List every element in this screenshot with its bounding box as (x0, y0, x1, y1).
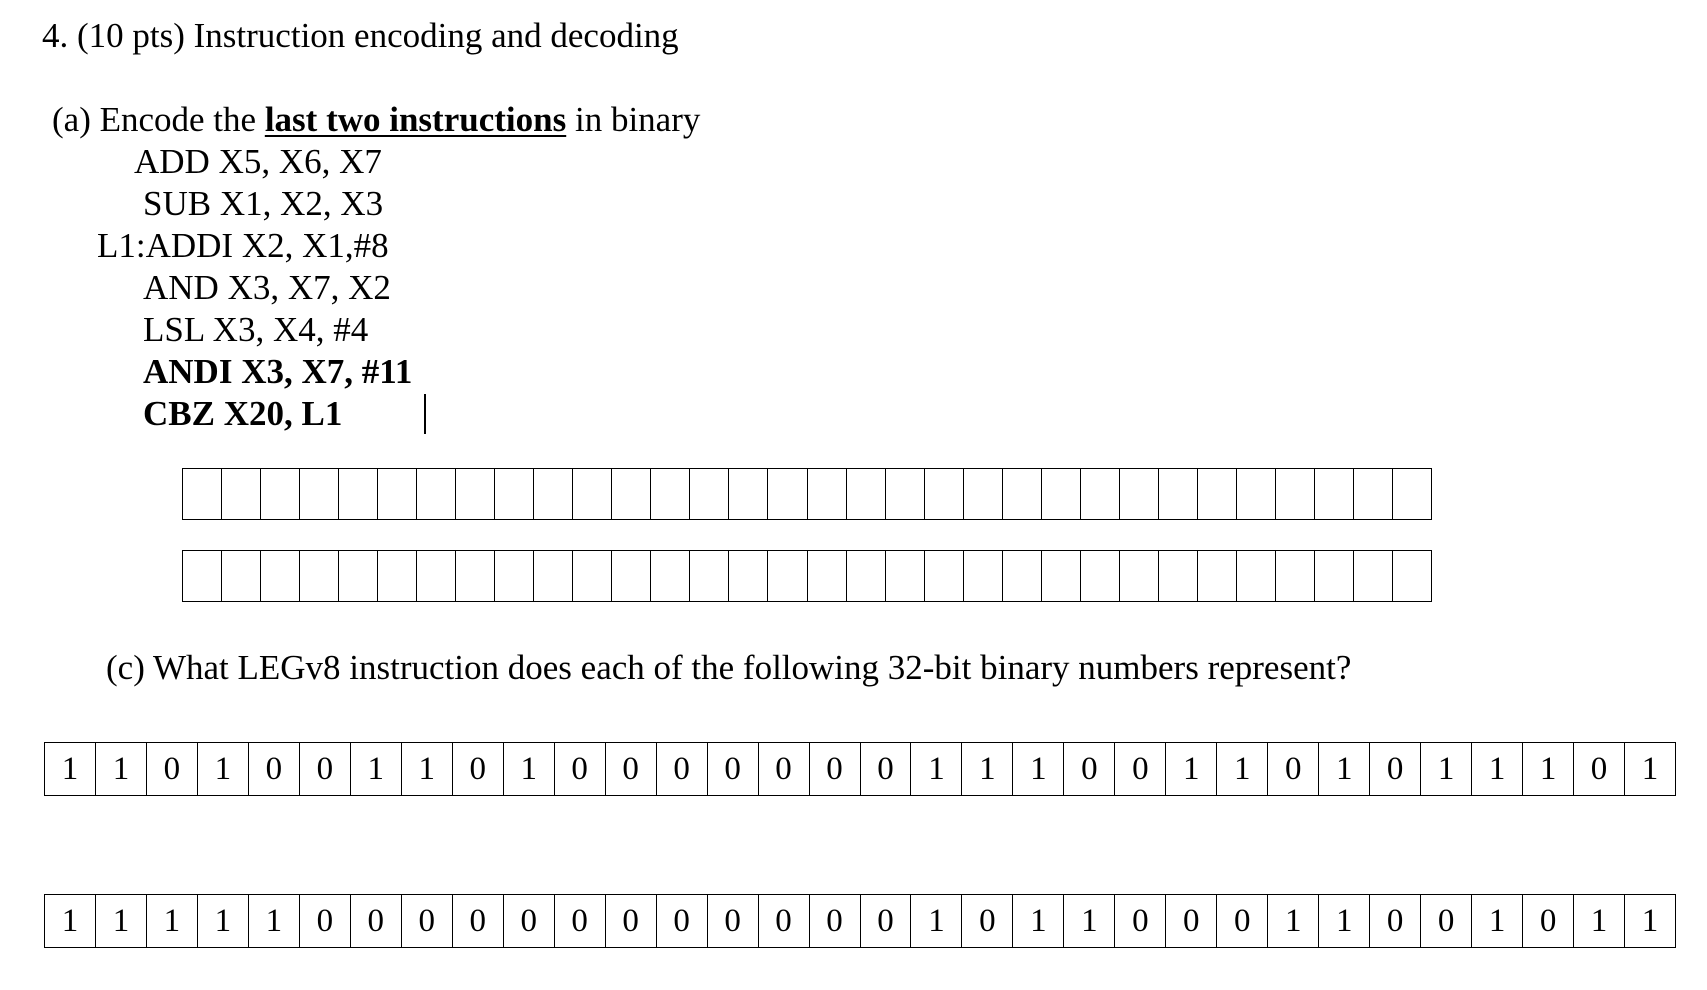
binary-bit: 0 (809, 895, 860, 947)
binary-bit: 0 (809, 743, 860, 795)
answer-bit-cell[interactable] (1158, 551, 1197, 601)
answer-bit-cell[interactable] (611, 551, 650, 601)
question-title: 4. (10 pts) Instruction encoding and decoding (42, 16, 679, 55)
binary-bit: 0 (860, 743, 911, 795)
part-a-prefix: (a) Encode the (52, 100, 265, 139)
answer-bit-cell[interactable] (183, 551, 221, 601)
binary-bit: 1 (1012, 743, 1063, 795)
answer-bit-cell[interactable] (728, 551, 767, 601)
binary-bit: 0 (1369, 895, 1420, 947)
text-cursor (424, 394, 426, 434)
answer-bit-cell[interactable] (416, 551, 455, 601)
part-a-prompt (52, 100, 700, 140)
binary-bit: 0 (1522, 895, 1573, 947)
binary-bit: 1 (1624, 743, 1675, 795)
binary-bit: 0 (758, 895, 809, 947)
answer-bit-cell[interactable] (221, 469, 260, 519)
answer-bit-cell[interactable] (1236, 551, 1275, 601)
answer-bit-cell[interactable] (767, 551, 806, 601)
binary-bit: 0 (1573, 743, 1624, 795)
binary-bit: 0 (656, 743, 707, 795)
binary-bit: 0 (1420, 895, 1471, 947)
encode-answer-row-2[interactable] (182, 550, 1432, 602)
binary-bit: 0 (656, 895, 707, 947)
binary-bit: 0 (707, 895, 758, 947)
answer-bit-cell[interactable] (1041, 551, 1080, 601)
binary-bit: 0 (452, 895, 503, 947)
binary-bit: 0 (1063, 743, 1114, 795)
binary-bit: 0 (1114, 743, 1165, 795)
answer-bit-cell[interactable] (299, 551, 338, 601)
answer-bit-cell[interactable] (260, 469, 299, 519)
binary-bit: 1 (1624, 895, 1675, 947)
answer-bit-cell[interactable] (611, 469, 650, 519)
binary-bit: 1 (1471, 743, 1522, 795)
binary-bit: 0 (146, 743, 197, 795)
answer-bit-cell[interactable] (221, 551, 260, 601)
binary-bit: 1 (1522, 743, 1573, 795)
binary-row-2 (44, 894, 1676, 948)
binary-bit: 0 (248, 743, 299, 795)
binary-bit: 0 (299, 895, 350, 947)
binary-bit: 0 (1114, 895, 1165, 947)
binary-bit: 1 (146, 895, 197, 947)
part-a-emphasis: last two instructions (264, 100, 567, 139)
answer-bit-cell[interactable] (377, 469, 416, 519)
answer-bit-cell[interactable] (1275, 469, 1314, 519)
binary-bit: 0 (401, 895, 452, 947)
answer-bit-cell[interactable] (533, 551, 572, 601)
binary-bit: 0 (503, 895, 554, 947)
answer-bit-cell[interactable] (1392, 469, 1431, 519)
answer-bit-cell[interactable] (1119, 469, 1158, 519)
binary-bit: 0 (452, 743, 503, 795)
answer-bit-cell[interactable] (299, 469, 338, 519)
code-line-3: L1:ADDI X2, X1,#8 (97, 226, 389, 265)
answer-bit-cell[interactable] (1314, 469, 1353, 519)
binary-bit: 0 (605, 743, 656, 795)
binary-bit: 1 (1471, 895, 1522, 947)
answer-bit-cell[interactable] (689, 469, 728, 519)
answer-bit-cell[interactable] (963, 551, 1002, 601)
part-a-suffix: in binary (566, 100, 701, 139)
binary-bit: 1 (61, 902, 79, 939)
answer-bit-cell[interactable] (885, 551, 924, 601)
binary-bit: 0 (758, 743, 809, 795)
answer-bit-cell[interactable] (1080, 551, 1119, 601)
answer-bit-cell[interactable] (1158, 469, 1197, 519)
binary-bit: 1 (1318, 743, 1369, 795)
binary-bit: 0 (1165, 895, 1216, 947)
binary-bit: 0 (605, 895, 656, 947)
binary-bit: 1 (95, 895, 146, 947)
code-line-4: AND X3, X7, X2 (143, 268, 391, 307)
answer-bit-cell[interactable] (572, 469, 611, 519)
binary-bit: 1 (95, 743, 146, 795)
answer-bit-cell[interactable] (455, 469, 494, 519)
binary-bit: 1 (1216, 743, 1267, 795)
binary-bit: 0 (707, 743, 758, 795)
answer-bit-cell[interactable] (846, 469, 885, 519)
answer-bit-cell[interactable] (846, 551, 885, 601)
answer-bit-cell[interactable] (1041, 469, 1080, 519)
binary-bit: 0 (1369, 743, 1420, 795)
answer-bit-cell[interactable] (416, 469, 455, 519)
answer-bit-cell[interactable] (338, 469, 377, 519)
part-c-prompt: (c) What LEGv8 instruction does each of the following 32-bit binary numbers represent? (106, 648, 1352, 687)
answer-bit-cell[interactable] (650, 551, 689, 601)
answer-bit-cell[interactable] (377, 551, 416, 601)
binary-bit: 1 (1063, 895, 1114, 947)
answer-bit-cell[interactable] (455, 551, 494, 601)
answer-bit-cell[interactable] (494, 551, 533, 601)
binary-bit: 1 (910, 743, 961, 795)
binary-bit: 0 (961, 895, 1012, 947)
binary-bit: 1 (61, 750, 79, 787)
binary-bit: 0 (554, 743, 605, 795)
answer-bit-cell[interactable] (260, 551, 299, 601)
answer-bit-cell[interactable] (1353, 551, 1392, 601)
binary-bit: 1 (197, 743, 248, 795)
answer-bit-cell[interactable] (1353, 469, 1392, 519)
binary-bit: 1 (1012, 895, 1063, 947)
answer-bit-cell[interactable] (807, 469, 846, 519)
answer-bit-cell[interactable] (1080, 469, 1119, 519)
answer-bit-cell[interactable] (183, 469, 221, 519)
binary-bit: 0 (860, 895, 911, 947)
answer-bit-cell[interactable] (885, 469, 924, 519)
answer-bit-cell[interactable] (1392, 551, 1431, 601)
answer-bit-cell[interactable] (728, 469, 767, 519)
binary-bit: 1 (248, 895, 299, 947)
answer-bit-cell[interactable] (963, 469, 1002, 519)
binary-bit: 1 (910, 895, 961, 947)
answer-bit-cell[interactable] (767, 469, 806, 519)
answer-bit-cell[interactable] (924, 551, 963, 601)
binary-row-1 (44, 742, 1676, 796)
binary-bit: 0 (554, 895, 605, 947)
answer-bit-cell[interactable] (1236, 469, 1275, 519)
answer-bit-cell[interactable] (689, 551, 728, 601)
answer-bit-cell[interactable] (1002, 551, 1041, 601)
binary-bit: 1 (1420, 743, 1471, 795)
answer-bit-cell[interactable] (572, 551, 611, 601)
binary-bit: 1 (961, 743, 1012, 795)
binary-bit: 1 (1165, 743, 1216, 795)
answer-bit-cell[interactable] (1197, 469, 1236, 519)
answer-bit-cell[interactable] (807, 551, 846, 601)
answer-bit-cell[interactable] (494, 469, 533, 519)
code-line-6: ANDI X3, X7, #11 (143, 352, 413, 391)
answer-bit-cell[interactable] (924, 469, 963, 519)
answer-bit-cell[interactable] (533, 469, 572, 519)
binary-bit: 0 (1267, 743, 1318, 795)
binary-bit: 0 (1216, 895, 1267, 947)
answer-bit-cell[interactable] (1002, 469, 1041, 519)
answer-bit-cell[interactable] (1197, 551, 1236, 601)
binary-bit: 1 (503, 743, 554, 795)
binary-bit: 0 (350, 895, 401, 947)
binary-bit: 1 (401, 743, 452, 795)
binary-bit: 1 (1318, 895, 1369, 947)
code-line-7: CBZ X20, L1 (143, 394, 343, 433)
binary-bit: 1 (1267, 895, 1318, 947)
answer-bit-cell[interactable] (650, 469, 689, 519)
encode-answer-row-1[interactable] (182, 468, 1432, 520)
code-line-5: LSL X3, X4, #4 (143, 310, 369, 349)
code-line-1: ADD X5, X6, X7 (134, 142, 382, 181)
answer-bit-cell[interactable] (1314, 551, 1353, 601)
binary-bit: 1 (197, 895, 248, 947)
code-line-2: SUB X1, X2, X3 (143, 184, 384, 223)
binary-bit: 0 (299, 743, 350, 795)
binary-bit: 1 (350, 743, 401, 795)
binary-bit: 1 (1573, 895, 1624, 947)
answer-bit-cell[interactable] (338, 551, 377, 601)
answer-bit-cell[interactable] (1119, 551, 1158, 601)
answer-bit-cell[interactable] (1275, 551, 1314, 601)
